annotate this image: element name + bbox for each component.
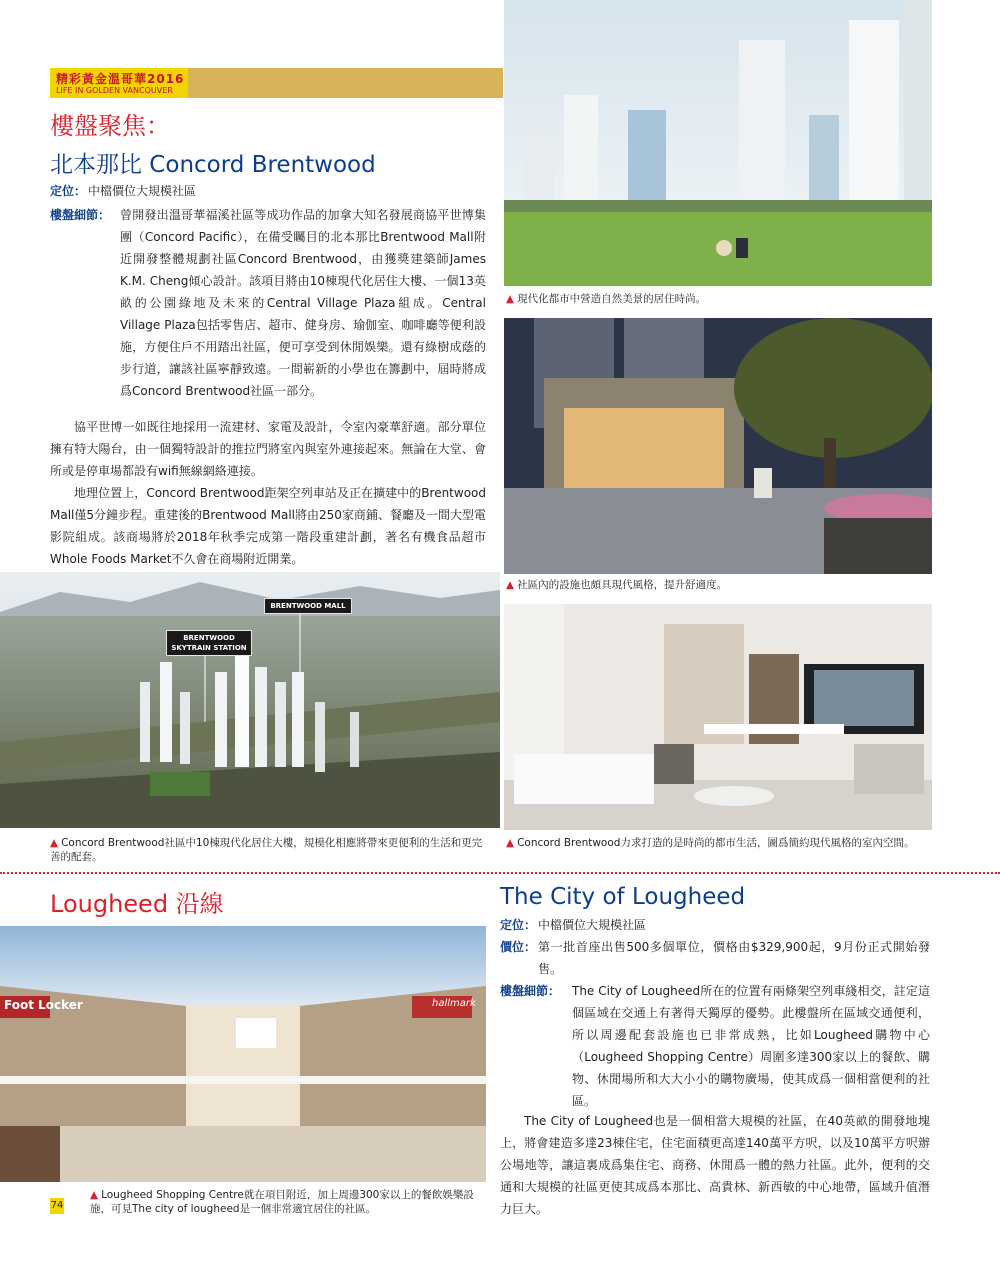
- section-heading-lougheed: Lougheed 沿線: [50, 890, 224, 918]
- detail-field: [50, 204, 486, 414]
- caption-triangle-icon: ▲: [506, 293, 515, 305]
- lougheed-price-label: 價位：: [500, 940, 537, 954]
- lougheed-paragraph: The City of Lougheed也是一個相當大規模的社區，在40英畝的開發地塊上，將會建造多達23棟住宅，住宅面積更高達140萬平方呎，以及10萬平方呎辦公場地等，讓這裏成爲集住宅、商務、休閒爲一體的熱力社區。此外，便利的交通和大規模的社區更使其成爲本那比、高貴林、新西敏的中心地帶，區域升值潛力巨大。: [500, 1114, 930, 1216]
- interior-photo: [504, 604, 932, 830]
- lougheed-detail-label: 樓盤細節：: [500, 984, 561, 998]
- aerial-caption-text: Concord Brentwood社區中10棟現代化居住大樓，規模化相應將帶來更便利的生活和更完善的配套。: [50, 837, 483, 863]
- magazine-subtitle: LIFE IN GOLDEN VANCOUVER: [56, 86, 173, 95]
- detail-label: 樓盤細節：: [50, 208, 111, 222]
- caption-triangle-icon: ▲: [50, 837, 59, 849]
- lougheed-price-field: [500, 936, 930, 980]
- photo3-caption-text: Concord Brentwood力求打造的是時尚的都市生活，圖爲簡約現代風格的室內空間。: [517, 837, 915, 849]
- detail-value: 曾開發出溫哥華福溪社區等成功作品的加拿大知名發展商協平世博集團（Concord Pacific），在備受矚目的北本那比Brentwood Mall附近開發整體規劃社區Concord Brentwood，由獲獎建築師James K.M. Cheng傾心設計。該項目將由10棟現代化居住大樓、一個13英畝的公園綠地及未來的Central Village Plaza組成。Central Village Plaza包括零售店、超市、健身房、瑜伽室、咖啡廳等便利設施，方便住戶不用踏出社區，便可享受到休閒娛樂。還有綠樹成蔭的步行道，讓該社區寧靜致遠。一間嶄新的小學也在籌劃中，屆時將成爲Concord Brentwood社區一部分。: [120, 208, 486, 398]
- tag-brentwood-mall: BRENTWOOD MALL: [264, 598, 352, 614]
- photo3-caption: [506, 836, 934, 850]
- courtyard-photo: [504, 318, 932, 574]
- aerial-photo: [0, 572, 500, 828]
- position-value: 中檔價位大規模社區: [88, 184, 197, 198]
- lougheed-detail-field: [500, 980, 930, 1112]
- project-title-concord: 北本那比 Concord Brentwood: [50, 152, 376, 178]
- lougheed-detail-value: The City of Lougheed所在的位置有兩條架空列車綫相交，註定這個區域在交通上有著得天獨厚的優勢。此樓盤所在區域交通便利，所以周邊配套設施也已非常成熟，比如Lougheed購物中心（Lougheed Shopping Centre）周圍多達300家以上的餐飲、購物、休閒場所和大大小小的購物廣場，使其成爲一個相當便利的社區。: [572, 984, 930, 1108]
- page-number: 74: [50, 1198, 64, 1214]
- store-sign-hallmark: hallmark: [432, 998, 476, 1009]
- towers-lawn-photo: [504, 0, 932, 286]
- caption-triangle-icon: ▲: [506, 579, 515, 591]
- position-label: 定位：: [50, 184, 87, 198]
- paragraph-location: 地理位置上，Concord Brentwood距架空列車站及正在擴建中的Brentwood Mall僅5分鐘步程。重建後的Brentwood Mall將由250家商鋪、餐廳及一間大型電影院組成。該商場將於2018年秋季完成第一階段重建計劃，著名有機食品超市Whole Foods Market不久會在商場附近開業。: [50, 486, 486, 566]
- photo2-caption-text: 社區內的設施也頗具現代風格，提升舒適度。: [517, 579, 728, 591]
- photo1-caption-text: 現代化都市中營造自然美景的居住時尚。: [517, 293, 707, 305]
- mall-caption-text: Lougheed Shopping Centre就在項目附近，加上周邊300家以上的餐飲娛樂設施，可見The city of lougheed是一個非常適宜居住的社區。: [90, 1189, 474, 1215]
- section-divider: [0, 872, 1000, 874]
- photo2-caption: [506, 578, 930, 592]
- position-field: [50, 180, 486, 202]
- lougheed-price-value: 第一批首座出售500多個單位，價格由$329,900起，9月份正式開始發售。: [538, 940, 930, 976]
- photo1-caption: [506, 292, 930, 306]
- caption-triangle-icon: ▲: [506, 837, 515, 849]
- paragraph-materials: 協平世博一如既往地採用一流建材、家電及設計，令室內豪華舒適。部分單位擁有特大陽台，由一個獨特設計的推拉門將室內與室外連接起來。無論在大堂、會所或是停車場都設有wifi無線網絡連接。: [50, 420, 486, 478]
- caption-triangle-icon: ▲: [90, 1189, 99, 1201]
- lougheed-position-label: 定位：: [500, 918, 537, 932]
- aerial-caption: [50, 836, 490, 864]
- lougheed-position-field: [500, 914, 930, 936]
- magazine-title: 精彩黃金溫哥華2016: [56, 72, 185, 86]
- section-heading-focus: 樓盤聚焦：: [50, 112, 170, 140]
- project-title-lougheed: The City of Lougheed: [500, 884, 746, 910]
- mall-interior-photo: [0, 926, 486, 1182]
- mall-caption: [90, 1188, 486, 1216]
- tag-skytrain-station: BRENTWOOD SKYTRAIN STATION: [166, 630, 252, 656]
- lougheed-position-value: 中檔價位大規模社區: [538, 918, 647, 932]
- store-sign-foot-locker: Foot Locker: [4, 998, 83, 1012]
